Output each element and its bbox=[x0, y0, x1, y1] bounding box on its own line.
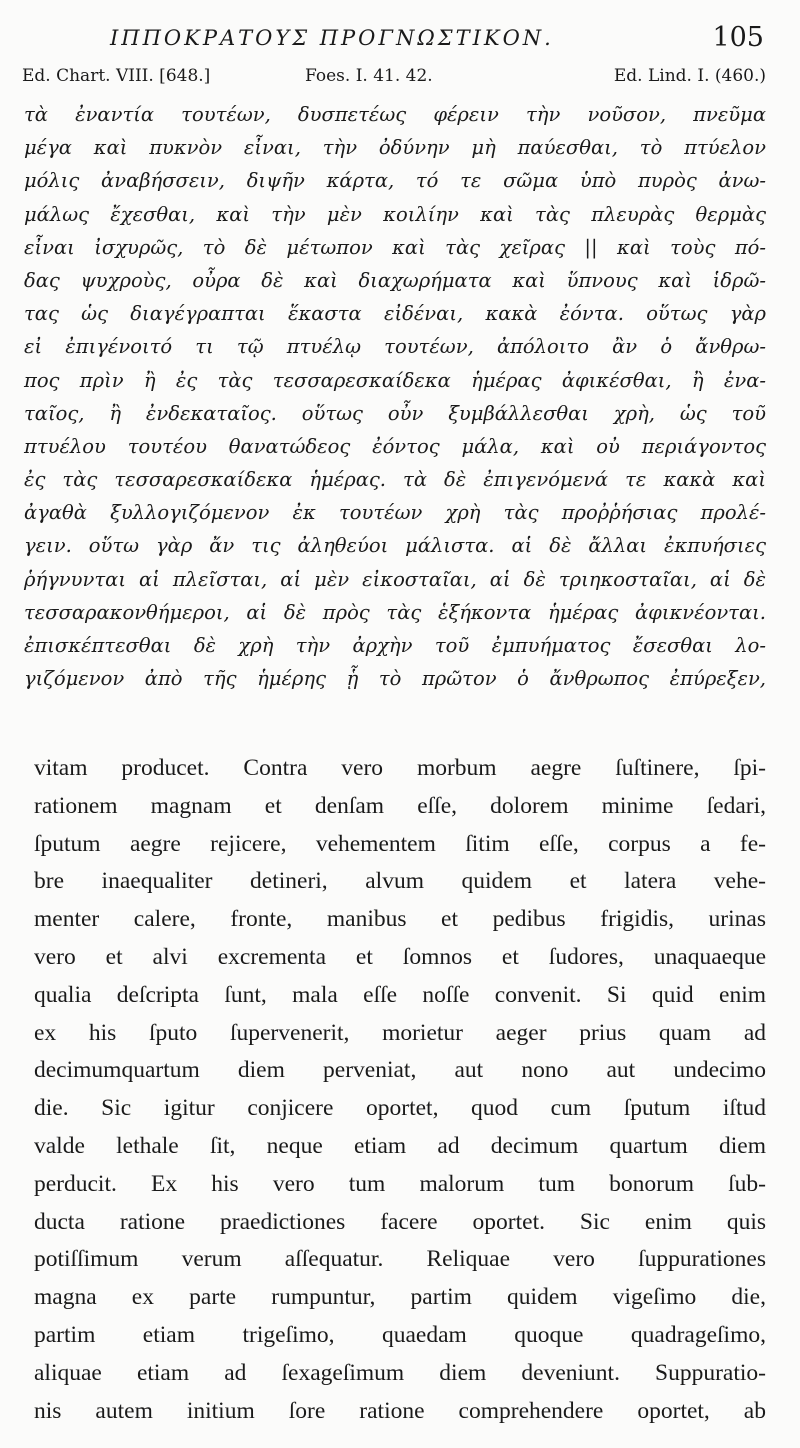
greek-line: τας ὡς διαγέγραπται ἕκαστα εἰδέναι, κακὰ ἐόντα. οὕτως γὰρ bbox=[24, 302, 766, 326]
greek-line: ἀγαθὰ ξυλλογιζόμενον ἐκ τουτέων χρὴ τὰς προῤῥήσιας προλέ- bbox=[24, 501, 766, 525]
edition-references bbox=[22, 66, 766, 98]
latin-line: rationem magnam et denſam eſſe, dolorem minime ſedari, bbox=[34, 792, 766, 819]
latin-translation-block bbox=[34, 750, 766, 1430]
greek-line: μάλως ἔχεσθαι, καὶ τὴν μὲν κοιλίην καὶ τὰς πλευρὰς θερμὰς bbox=[24, 202, 766, 226]
latin-line: vero et alvi excrementa et ſomnos et ſudores, unaquaeque bbox=[34, 943, 766, 970]
latin-line: valde lethale ſit, neque etiam ad decimum quartum diem bbox=[34, 1132, 766, 1159]
latin-line: decimumquartum diem perveniat, aut nono aut undecimo bbox=[34, 1057, 766, 1084]
latin-line: perducit. Ex his vero tum malorum tum bonorum ſub- bbox=[34, 1170, 766, 1197]
greek-line: ἐς τὰς τεσσαρεσκαίδεκα ἡμέρας. τὰ δὲ ἐπιγενόμενά τε κακὰ καὶ bbox=[24, 468, 766, 492]
greek-line: δας ψυχροὺς, οὖρα δὲ καὶ διαχωρήματα καὶ ὕπνους καὶ ἱδρῶ- bbox=[24, 268, 766, 292]
greek-line: γειν. οὕτω γὰρ ἄν τις ἀληθεύοι μάλιστα. αἱ δὲ ἄλλαι ἐκπυήσιες bbox=[24, 534, 766, 558]
latin-line: partim etiam trigeſimo, quaedam quoque quadrageſimo, bbox=[34, 1321, 766, 1348]
edition-ref-foes: Foes. I. 41. 42. bbox=[305, 66, 433, 86]
running-title: ΙΠΠΟΚΡΑΤΟΥΣ ΠΡΟΓΝΩΣΤΙΚΟΝ. bbox=[110, 26, 554, 50]
latin-line: potiſſimum verum aſſequatur. Reliquae vero ſuppurationes bbox=[34, 1246, 766, 1273]
greek-line: ῥήγνυνται αἱ πλεῖσται, αἱ μὲν εἰκοσταῖαι, αἱ δὲ τριηκοσταῖαι, αἱ δὲ bbox=[24, 567, 766, 591]
page-number: 105 bbox=[712, 22, 764, 53]
latin-line: ſputum aegre rejicere, vehementem ſitim eſſe, corpus a fe- bbox=[34, 830, 766, 857]
greek-line: γιζόμενον ἀπὸ τῆς ἡμέρης ᾗ τὸ πρῶτον ὁ ἄνθρωπος ἐπύρεξεν, bbox=[24, 667, 766, 691]
edition-ref-chartier: Ed. Chart. VIII. [648.] bbox=[22, 66, 211, 86]
latin-line: magna ex parte rumpuntur, partim quidem vigeſimo die, bbox=[34, 1284, 766, 1311]
greek-line: τὰ ἐναντία τουτέων, δυσπετέως φέρειν τὴν νοῦσον, πνεῦμα bbox=[24, 103, 766, 126]
greek-line: εἰ ἐπιγένοιτό τι τῷ πτυέλῳ τουτέων, ἀπόλοιτο ἂν ὁ ἄνθρω- bbox=[24, 335, 766, 359]
greek-line: μέγα καὶ πυκνὸν εἶναι, τὴν ὀδύνην μὴ παύεσθαι, τὸ πτύελον bbox=[24, 136, 766, 160]
latin-line: ex his ſputo ſupervenerit, morietur aeger prius quam ad bbox=[34, 1019, 766, 1046]
greek-text-block bbox=[24, 98, 766, 695]
greek-line: εἶναι ἰσχυρῶς, τὸ δὲ μέτωπον καὶ τὰς χεῖρας || καὶ τοὺς πό- bbox=[24, 235, 766, 259]
greek-line: μόλις ἀναβήσσειν, διψῆν κάρτα, τό τε σῶμα ὑπὸ πυρὸς ἀνω- bbox=[24, 169, 766, 193]
greek-line: πτυέλου τουτέου θανατώδεος ἐόντος μάλα, καὶ οὐ περιάγοντος bbox=[24, 434, 766, 458]
latin-line: menter calere, fronte, manibus et pedibus frigidis, urinas bbox=[34, 906, 766, 933]
edition-ref-lind: Ed. Lind. I. (460.) bbox=[613, 66, 766, 86]
greek-line: ταῖος, ἢ ἐνδεκαταῖος. οὕτως οὖν ξυμβάλλεσθαι χρὴ, ὡς τοῦ bbox=[24, 401, 766, 425]
running-head bbox=[0, 22, 800, 62]
latin-line: nis autem initium ſore ratione comprehendere oportet, ab bbox=[34, 1397, 766, 1424]
latin-line: bre inaequaliter detineri, alvum quidem et latera vehe- bbox=[34, 868, 766, 895]
greek-line: τεσσαρακονθήμεροι, αἱ δὲ πρὸς τὰς ἑξήκοντα ἡμέρας ἀφικνέονται. bbox=[24, 600, 766, 624]
greek-line: ἐπισκέπτεσθαι δὲ χρὴ τὴν ἀρχὴν τοῦ ἐμπυήματος ἔσεσθαι λο- bbox=[24, 634, 766, 657]
latin-line: qualia deſcripta ſunt, mala eſſe noſſe convenit. Si quid enim bbox=[34, 981, 766, 1008]
greek-line: πος πρὶν ἢ ἐς τὰς τεσσαρεσκαίδεκα ἡμέρας ἀφικέσθαι, ἢ ἐνα- bbox=[24, 368, 766, 392]
latin-line: ducta ratione praedictiones facere oportet. Sic enim quis bbox=[34, 1208, 766, 1235]
latin-line: die. Sic igitur conjicere oportet, quod cum ſputum iſtud bbox=[34, 1095, 766, 1122]
latin-line: aliquae etiam ad ſexageſimum diem deveniunt. Suppuratio- bbox=[34, 1359, 766, 1386]
latin-line: vitam producet. Contra vero morbum aegre ſuſtinere, ſpi- bbox=[34, 755, 766, 781]
